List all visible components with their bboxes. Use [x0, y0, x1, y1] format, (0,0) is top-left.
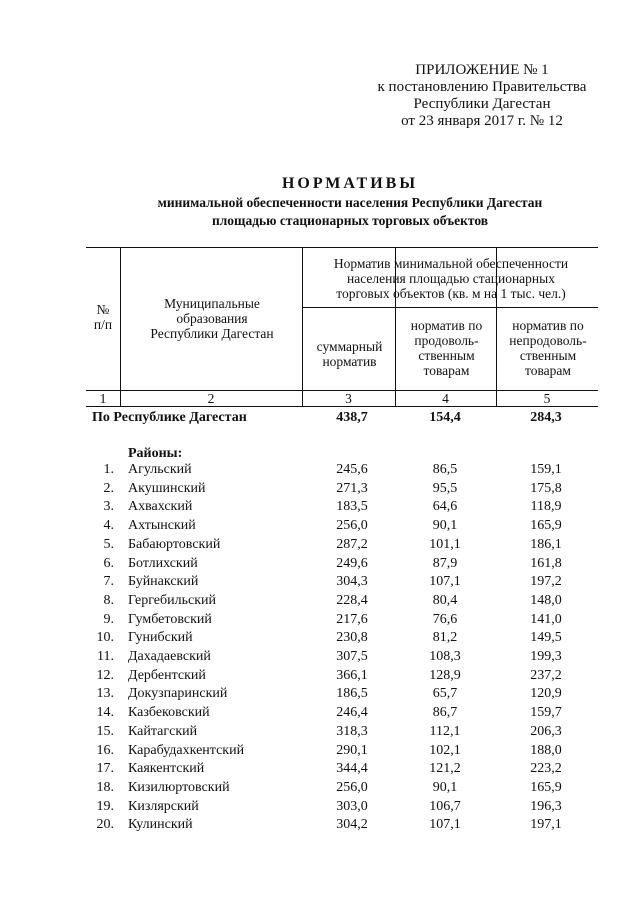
table-top-rule — [86, 247, 598, 248]
header-group-line: торговых объектов (кв. м на 1 тыс. чел.) — [336, 286, 566, 301]
row-number: 12. — [96, 667, 114, 683]
food-value: 107,1 — [429, 817, 461, 833]
total-value: 303,0 — [336, 798, 368, 814]
column-number: 3 — [345, 391, 352, 406]
header-nonfood — [498, 318, 598, 378]
header-food-line: продоволь- — [414, 333, 479, 348]
summary-row — [0, 408, 640, 427]
header-food-line: норматив по — [410, 318, 483, 333]
document-title — [60, 174, 640, 230]
table-row — [0, 647, 640, 666]
food-value: 101,1 — [429, 536, 461, 552]
district-name: Гергебильский — [128, 592, 216, 608]
table-row — [0, 684, 640, 703]
header-nonfood-line: ственным — [519, 348, 577, 363]
district-name: Буйнакский — [128, 574, 199, 590]
header-municipality-line: Муниципальные — [164, 296, 260, 311]
food-value: 76,6 — [432, 611, 458, 627]
appendix-title: ПРИЛОЖЕНИЕ № 1 — [415, 62, 549, 78]
food-value: 81,2 — [432, 630, 458, 646]
row-number: 15. — [96, 723, 114, 739]
header-nonfood-line: норматив по — [512, 318, 584, 333]
total-value: 304,2 — [336, 817, 368, 833]
table-row — [0, 497, 640, 516]
summary-total: 438,7 — [336, 410, 368, 425]
district-name: Кайтагский — [128, 723, 198, 739]
total-value: 318,3 — [336, 723, 368, 739]
food-value: 80,4 — [432, 592, 458, 608]
row-number: 18. — [96, 779, 114, 795]
row-number: 8. — [103, 592, 114, 608]
district-name: Дербентский — [128, 667, 206, 683]
nonfood-value: 148,0 — [530, 592, 562, 608]
total-value: 287,2 — [336, 536, 368, 552]
food-value: 87,9 — [432, 555, 458, 571]
row-number: 4. — [103, 518, 114, 534]
table-row — [0, 741, 640, 760]
district-name: Кизлярский — [128, 798, 199, 814]
district-name: Карабудахкентский — [128, 742, 245, 758]
nonfood-value: 199,3 — [530, 649, 562, 664]
row-number: 10. — [96, 630, 114, 646]
summary-nonfood: 284,3 — [530, 410, 562, 425]
summary-label: По Республике Дагестан — [92, 410, 247, 425]
food-value: 107,1 — [429, 574, 461, 590]
food-value: 108,3 — [429, 649, 461, 664]
table-row — [0, 479, 640, 498]
food-value: 86,7 — [432, 705, 458, 721]
header-food-line: ственным — [418, 348, 475, 363]
title-sub: площадью стационарных торговых объектов — [211, 213, 489, 228]
total-value: 366,1 — [336, 667, 368, 683]
row-number: 1. — [103, 462, 114, 477]
nonfood-value: 223,2 — [530, 761, 562, 777]
food-value: 112,1 — [429, 723, 461, 739]
total-value: 304,3 — [336, 574, 368, 590]
nonfood-value: 237,2 — [530, 667, 562, 683]
nonfood-value: 159,1 — [530, 462, 562, 477]
district-name: Дахадаевский — [128, 649, 211, 664]
total-value: 256,0 — [336, 518, 368, 534]
header-total-line: норматив — [322, 354, 377, 369]
food-value: 128,9 — [429, 667, 461, 683]
nonfood-value: 165,9 — [530, 518, 562, 534]
total-value: 246,4 — [336, 705, 368, 721]
table-column-rule — [120, 247, 121, 407]
header-municipality-line: Республики Дагестан — [150, 326, 274, 341]
nonfood-value: 159,7 — [530, 705, 562, 721]
header-municipality — [122, 296, 302, 341]
nonfood-value: 188,0 — [530, 742, 562, 758]
header-group — [304, 256, 598, 301]
colnum-rule — [86, 406, 598, 407]
food-value: 95,5 — [432, 480, 458, 496]
row-number: 6. — [103, 555, 114, 571]
title-sub: минимальной обеспеченности населения Республики Дагестан — [157, 195, 543, 210]
district-name: Каякентский — [128, 761, 205, 777]
table-row — [0, 778, 640, 797]
table-column-rule — [302, 247, 303, 407]
table-row — [0, 759, 640, 778]
total-value: 249,6 — [336, 555, 368, 571]
header-food-line: товарам — [423, 363, 470, 378]
row-number: 17. — [96, 761, 114, 777]
district-name: Гунибский — [128, 630, 193, 646]
district-name: Кулинский — [128, 817, 193, 833]
column-number: 5 — [543, 391, 551, 406]
district-name: Докузпаринский — [128, 686, 228, 702]
table-row — [0, 815, 640, 834]
nonfood-value: 196,3 — [530, 798, 562, 814]
header-group-line: населения площадью стационарных — [347, 271, 555, 286]
title-main: НОРМАТИВЫ — [281, 175, 419, 192]
row-number: 11. — [97, 649, 114, 664]
district-name: Гумбетовский — [128, 611, 212, 627]
nonfood-value: 186,1 — [530, 536, 562, 552]
food-value: 106,7 — [429, 798, 461, 814]
appendix-date: от 23 января 2017 г. № 12 — [401, 113, 563, 129]
table-row — [0, 460, 640, 479]
district-name: Ахвахский — [128, 499, 193, 515]
table-row — [0, 722, 640, 741]
row-number: 19. — [96, 798, 114, 814]
row-number: 5. — [103, 536, 114, 552]
header-num-line: п/п — [93, 317, 113, 332]
nonfood-value: 165,9 — [530, 779, 562, 795]
row-number: 2. — [103, 480, 114, 496]
column-number: 4 — [442, 391, 449, 406]
section-label-text: Районы: — [128, 446, 183, 461]
table-row — [0, 797, 640, 816]
row-number: 13. — [96, 686, 114, 702]
total-value: 230,8 — [336, 630, 368, 646]
food-value: 102,1 — [429, 742, 461, 758]
district-name: Акушинский — [128, 480, 206, 496]
food-value: 90,1 — [432, 779, 458, 795]
nonfood-value: 161,8 — [530, 555, 562, 571]
district-name: Бабаюртовский — [128, 536, 221, 552]
nonfood-value: 141,0 — [530, 611, 562, 627]
district-name: Агульский — [128, 462, 192, 477]
district-name: Кизилюртовский — [128, 779, 230, 795]
appendix-block — [368, 62, 596, 130]
summary-food: 154,4 — [429, 410, 461, 425]
total-value: 228,4 — [336, 592, 368, 608]
total-value: 290,1 — [336, 742, 368, 758]
nonfood-value: 118,9 — [530, 499, 562, 515]
row-number: 9. — [103, 611, 114, 627]
header-food — [397, 318, 496, 378]
total-value: 183,5 — [336, 499, 368, 515]
nonfood-value: 197,2 — [530, 574, 562, 590]
total-value: 344,4 — [336, 761, 368, 777]
nonfood-value: 175,8 — [530, 480, 562, 496]
table-row — [0, 572, 640, 591]
appendix-line: к постановлению Правительства — [377, 79, 587, 95]
header-total-line: суммарный — [316, 339, 383, 354]
food-value: 64,6 — [432, 499, 458, 515]
group-header-rule — [302, 307, 598, 308]
district-name: Казбековский — [128, 705, 210, 721]
row-number: 14. — [96, 705, 114, 721]
food-value: 90,1 — [432, 518, 458, 534]
table-row — [0, 628, 640, 647]
header-num-line: № — [96, 302, 110, 317]
column-number: 2 — [207, 391, 215, 406]
district-name: Ахтынский — [128, 518, 196, 534]
header-num — [86, 302, 120, 332]
nonfood-value: 120,9 — [530, 686, 562, 702]
nonfood-value: 206,3 — [530, 723, 562, 739]
table-row — [0, 666, 640, 685]
table-row — [0, 516, 640, 535]
total-value: 307,5 — [336, 649, 368, 664]
food-value: 121,2 — [429, 761, 461, 777]
total-value: 245,6 — [336, 462, 368, 477]
total-value: 271,3 — [336, 480, 368, 496]
table-row — [0, 535, 640, 554]
header-group-line: Норматив минимальной обеспеченности — [333, 256, 569, 271]
row-number: 16. — [96, 742, 114, 758]
header-nonfood-line: непродоволь- — [509, 333, 587, 348]
header-total — [304, 339, 395, 369]
column-number: 1 — [99, 391, 107, 406]
district-name: Ботлихский — [128, 555, 198, 571]
header-nonfood-line: товарам — [525, 363, 571, 378]
table-row — [0, 703, 640, 722]
food-value: 65,7 — [432, 686, 458, 702]
total-value: 186,5 — [336, 686, 368, 702]
header-municipality-line: образования — [176, 311, 248, 326]
table-row — [0, 610, 640, 629]
row-number: 7. — [103, 574, 114, 590]
row-number: 20. — [96, 817, 114, 833]
total-value: 217,6 — [336, 611, 368, 627]
table-row — [0, 554, 640, 573]
total-value: 256,0 — [336, 779, 368, 795]
food-value: 86,5 — [432, 462, 458, 477]
row-number: 3. — [103, 499, 114, 515]
table-row — [0, 591, 640, 610]
appendix-line: Республики Дагестан — [413, 96, 551, 112]
nonfood-value: 149,5 — [530, 630, 562, 646]
nonfood-value: 197,1 — [530, 817, 562, 833]
